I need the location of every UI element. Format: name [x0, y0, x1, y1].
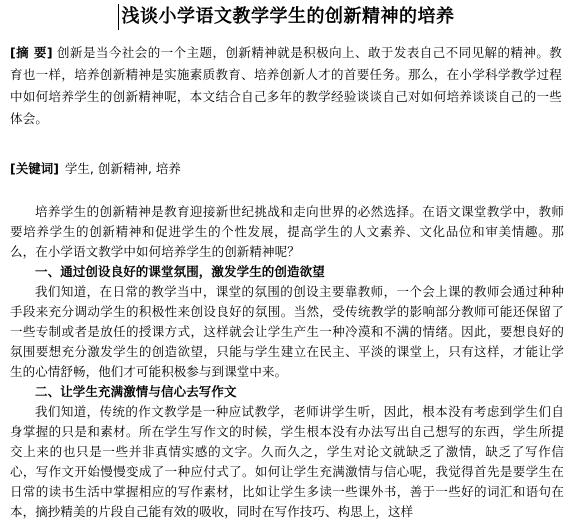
section-1-heading: 一、通过创设良好的课堂氛围，激发学生的创造欲望 [35, 264, 325, 279]
body-text [10, 202, 564, 521]
section-2-paragraph: 我们知道，传统的作文教学是一种应试教学，老师讲学生听，因此，根本没有考虑到学生们自身掌握的只是和素材。所在学生写作文的时候，学生根本没有办法写出自己想写的东西，学生所提交上来的也只是一些并非真情实感的文字。久而久之，学生对论文就缺乏了激情，缺乏了写作信心，写作文开始慢慢变成了一种应付式了。如何让学生充满激情与信心呢，我觉得首先是要学生在日常的读书生活中掌握相应的写作素材，比如让学生多读一些课外书，善于一些好的词汇和语句在本，摘抄精美的片段自己能有效的吸收，同时在写作技巧、构思上，这样 [10, 404, 564, 519]
document-title: 浅谈小学语文教学学生的创新精神的培养 [118, 4, 455, 30]
section-1-paragraph: 我们知道，在日常的教学当中，课堂的氛围的创设主要靠教师，一个会上课的教师会通过种种手段来充分调动学生的积极性来创设良好的氛围。当然，受传统教学的影响部分教师可能还保留了一些专制或者是放任的授课方式，这样就会让学生产生一种冷漠和不满的情绪。因此，要想良好的氛围要想充分激发学生的创造欲望，只能与学生建立在民主、平淡的课堂上，只有这样，才能让学生的心情舒畅，他们才可能积极参与到课堂中来。 [10, 284, 564, 379]
title-container [0, 4, 572, 30]
abstract-block [10, 42, 562, 130]
abstract-text: 创新是当今社会的一个主题，创新精神就是积极向上、敢于发表自己不同见解的精神。教育也一样，培养创新精神是实施素质教育、培养创新人才的首要任务。那么，在小学科学教学过程中如何培养学生的创新精神呢，本文结合自己多年的教学经验谈谈自己对如何培养谈谈自己的一些体会。 [10, 45, 562, 126]
abstract-label: [摘 要] [10, 45, 53, 60]
keywords-text: 学生, 创新精神, 培养 [64, 161, 181, 176]
intro-paragraph: 培养学生的创新精神是教育迎接新世纪挑战和走向世界的必然选择。在语文课堂教学中，教师要培养学生的创新精神和促进学生的个性发展，提高学生的人文素养、文化品位和审美情趣。那么，在小学语文教学中如何培养学生的创新精神呢？ [10, 204, 564, 259]
keywords-block [10, 158, 562, 180]
keywords-label: [关键词] [10, 161, 59, 176]
section-2-heading: 二、让学生充满激情与信心去写作文 [35, 384, 237, 399]
